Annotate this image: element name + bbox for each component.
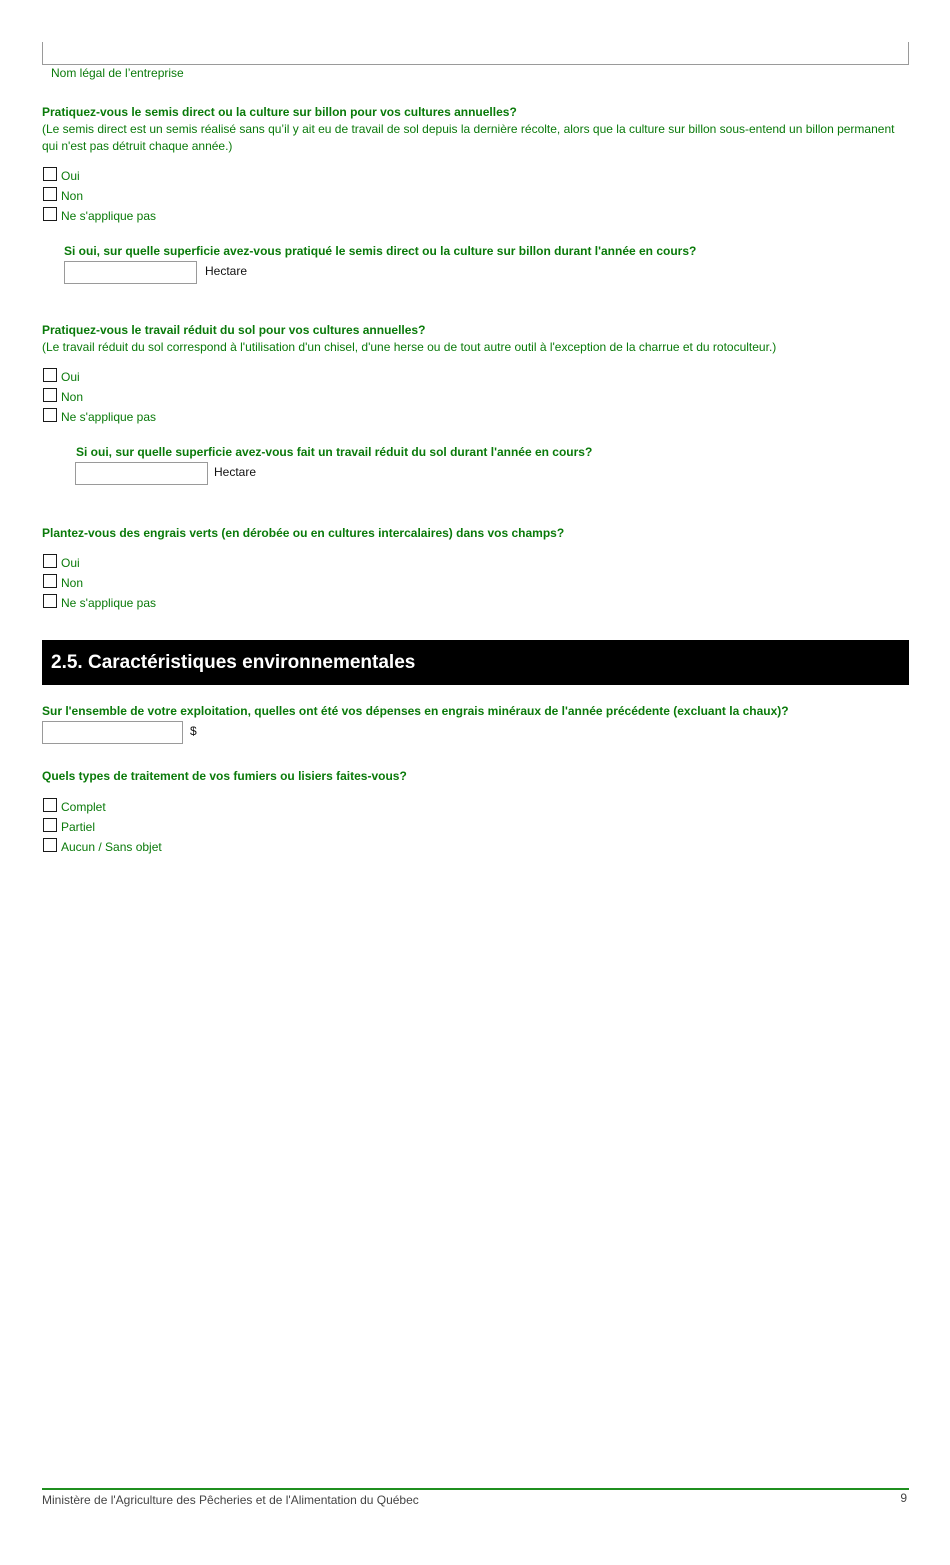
checkbox[interactable] bbox=[43, 408, 57, 422]
q2-question: Pratiquez-vous le travail réduit du sol pour vos cultures annuelles? bbox=[42, 323, 426, 337]
q4-question: Sur l'ensemble de votre exploitation, quelles ont été vos dépenses en engrais minéraux de l'année précédente (excluant la chaux)? bbox=[42, 704, 789, 718]
footer-ministry: Ministère de l'Agriculture des Pêcheries et de l'Alimentation du Québec bbox=[42, 1493, 419, 1507]
q5-option-aucun[interactable]: Aucun / Sans objet bbox=[43, 834, 162, 854]
legal-name-caption: Nom légal de l’entreprise bbox=[51, 66, 184, 80]
q1-option-oui[interactable]: Oui bbox=[43, 163, 156, 183]
checkbox[interactable] bbox=[43, 594, 57, 608]
q2-unit-label: Hectare bbox=[214, 465, 257, 479]
q2-option-oui[interactable]: Oui bbox=[43, 364, 156, 384]
q1-note: (Le semis direct est un semis réalisé sans qu’il y ait eu de travail de sol depuis la dernière récolte, alors que la culture sur billon sous-entend un billon permanent qui n'est pas détruit chaque année.) bbox=[42, 122, 895, 153]
checkbox[interactable] bbox=[43, 368, 57, 382]
q2-option-na[interactable]: Ne s'applique pas bbox=[43, 404, 156, 424]
section-header: 2.5. Caractéristiques environnementales bbox=[42, 640, 909, 685]
page-number: 9 bbox=[900, 1491, 907, 1505]
q2-followup: Si oui, sur quelle superficie avez-vous fait un travail réduit du sol durant l'année en cours? bbox=[76, 445, 593, 459]
q2-option-non[interactable]: Non bbox=[43, 384, 156, 404]
checkbox[interactable] bbox=[43, 207, 57, 221]
checkbox[interactable] bbox=[43, 798, 57, 812]
footer-rule bbox=[42, 1488, 909, 1490]
q2-options bbox=[43, 364, 156, 424]
q5-options bbox=[43, 794, 162, 854]
q5-question: Quels types de traitement de vos fumiers ou lisiers faites-vous? bbox=[42, 769, 407, 783]
q1-unit-label: Hectare bbox=[205, 264, 248, 278]
q1-followup: Si oui, sur quelle superficie avez-vous pratiqué le semis direct ou la culture sur billon durant l'année en cours? bbox=[64, 244, 697, 258]
q3-options bbox=[43, 550, 156, 610]
q2-area-input[interactable] bbox=[75, 462, 208, 485]
checkbox[interactable] bbox=[43, 554, 57, 568]
q4-unit-label: $ bbox=[190, 724, 197, 738]
q1-options bbox=[43, 163, 156, 223]
checkbox[interactable] bbox=[43, 167, 57, 181]
q1-area-input[interactable] bbox=[64, 261, 197, 284]
q5-option-complet[interactable]: Complet bbox=[43, 794, 162, 814]
q1-question: Pratiquez-vous le semis direct ou la culture sur billon pour vos cultures annuelles? bbox=[42, 105, 517, 119]
q4-amount-input[interactable] bbox=[42, 721, 183, 744]
q3-option-oui[interactable]: Oui bbox=[43, 550, 156, 570]
legal-name-field[interactable] bbox=[42, 42, 909, 65]
q2-note: (Le travail réduit du sol correspond à l'utilisation d'un chisel, d'une herse ou de tout autre outil à l'exception de la charrue et du rotoculteur.) bbox=[42, 340, 777, 354]
checkbox[interactable] bbox=[43, 818, 57, 832]
q3-option-na[interactable]: Ne s'applique pas bbox=[43, 590, 156, 610]
checkbox[interactable] bbox=[43, 187, 57, 201]
q3-question: Plantez-vous des engrais verts (en dérobée ou en cultures intercalaires) dans vos champs? bbox=[42, 526, 565, 540]
checkbox[interactable] bbox=[43, 388, 57, 402]
checkbox[interactable] bbox=[43, 838, 57, 852]
q1-option-na[interactable]: Ne s'applique pas bbox=[43, 203, 156, 223]
q1-option-non[interactable]: Non bbox=[43, 183, 156, 203]
q3-option-non[interactable]: Non bbox=[43, 570, 156, 590]
checkbox[interactable] bbox=[43, 574, 57, 588]
q5-option-partiel[interactable]: Partiel bbox=[43, 814, 162, 834]
